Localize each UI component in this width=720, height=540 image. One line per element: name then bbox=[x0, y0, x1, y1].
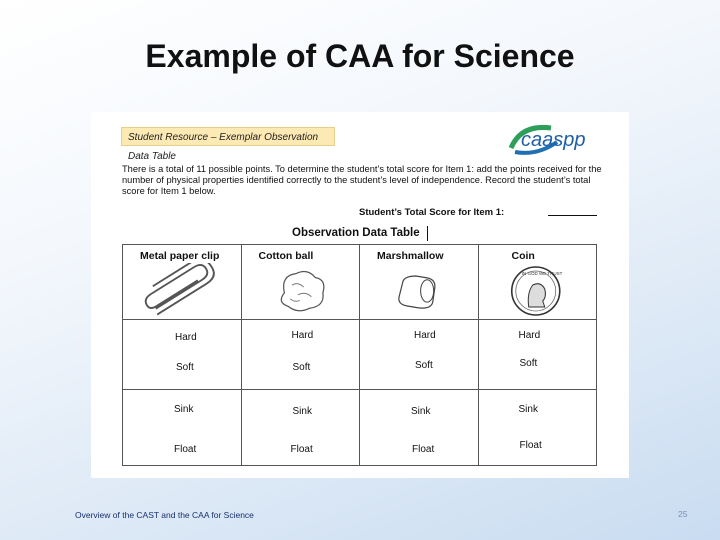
score-label: Student’s Total Score for Item 1: bbox=[359, 207, 505, 218]
cell-sink-2: Sink bbox=[292, 406, 312, 417]
table-cell bbox=[478, 390, 597, 466]
slide-title: Example of CAA for Science bbox=[145, 38, 575, 74]
instructions-text: There is a total of 11 possible points. To determine the student’s total score for Item 1: add the points received for the number of physical properties identified correctly to the student’s level of independence. Record the student’s total score for Item 1 below. bbox=[122, 164, 602, 196]
column-header-marshmallow bbox=[360, 245, 479, 320]
penny-coin-icon bbox=[479, 263, 597, 317]
table-cell bbox=[123, 390, 242, 466]
column-label: Marshmallow bbox=[377, 250, 444, 262]
cell-sink-1: Sink bbox=[174, 404, 194, 415]
cell-soft-3: Soft bbox=[415, 360, 433, 371]
observation-data-table bbox=[122, 244, 597, 466]
table-cell bbox=[123, 320, 242, 390]
table-title: Observation Data Table bbox=[292, 227, 420, 239]
column-label: Coin bbox=[511, 250, 535, 262]
cell-hard-1: Hard bbox=[175, 332, 197, 343]
table-cell bbox=[478, 320, 597, 390]
cell-float-4: Float bbox=[519, 440, 542, 451]
coin-text: IN GOD WE TRUST bbox=[521, 271, 562, 276]
paper-clip-icon bbox=[123, 263, 241, 317]
cell-hard-2: Hard bbox=[291, 330, 314, 341]
column-header-paper-clip bbox=[123, 245, 242, 320]
text-cursor bbox=[427, 226, 428, 241]
cell-sink-3: Sink bbox=[411, 406, 431, 417]
cell-float-3: Float bbox=[412, 444, 435, 455]
table-cell bbox=[360, 320, 479, 390]
cell-float-1: Float bbox=[174, 444, 197, 455]
footer-text: Overview of the CAST and the CAA for Science bbox=[75, 510, 254, 520]
cell-soft-2: Soft bbox=[292, 362, 311, 373]
table-cell bbox=[241, 320, 360, 390]
table-cell bbox=[241, 390, 360, 466]
marshmallow-icon bbox=[360, 263, 478, 317]
column-header-coin bbox=[478, 245, 597, 320]
column-header-cotton-ball bbox=[241, 245, 360, 320]
logo-text: caaspp bbox=[521, 129, 586, 151]
score-input-line bbox=[548, 215, 597, 216]
cell-sink-4: Sink bbox=[518, 404, 538, 415]
table-cell bbox=[360, 390, 479, 466]
document-image bbox=[91, 112, 629, 478]
cell-float-2: Float bbox=[290, 444, 313, 455]
column-label: Cotton ball bbox=[258, 250, 314, 262]
resource-banner: Student Resource – Exemplar Observation Data Table bbox=[121, 127, 335, 146]
cell-soft-4: Soft bbox=[519, 358, 538, 369]
cell-soft-1: Soft bbox=[176, 362, 194, 373]
cotton-ball-icon bbox=[242, 263, 360, 317]
column-label: Metal paper clip bbox=[140, 250, 220, 262]
cell-hard-3: Hard bbox=[414, 330, 436, 341]
page-number: 25 bbox=[678, 509, 688, 519]
cell-hard-4: Hard bbox=[518, 330, 541, 341]
caaspp-logo bbox=[507, 118, 619, 158]
